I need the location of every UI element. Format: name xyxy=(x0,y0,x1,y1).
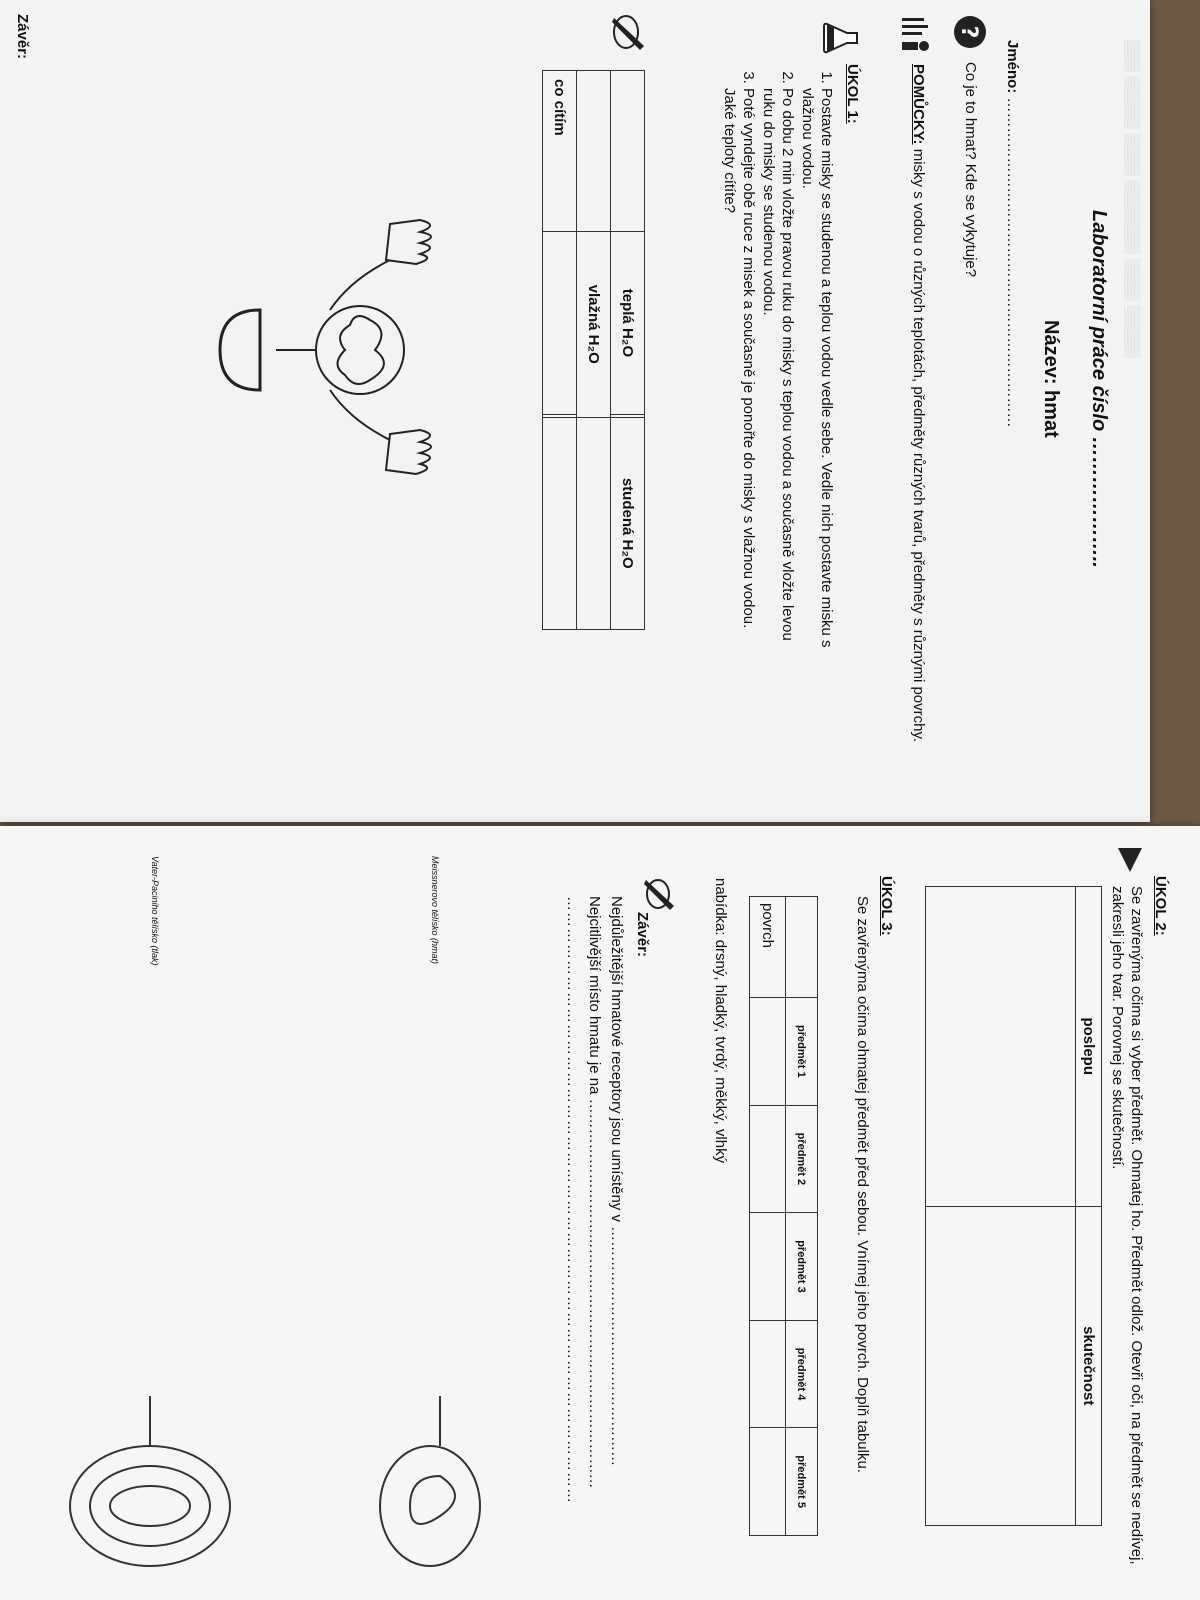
header-object-5: předmět 5 xyxy=(786,1428,818,1536)
left-conclusion-label: Závěr: xyxy=(14,14,31,60)
show-through-text: ▒▒▒ ▒▒▒▒▒ ▒▒▒▒ ▒▒▒▒▒▒▒ ▒▒▒▒ ▒▒▒▒▒ xyxy=(1124,40,1141,359)
conclusion-line-2: Nejcitlivější místo hmatu je na …………………………………………………………………… xyxy=(586,896,603,1489)
task1-step-3: 3. Poté vyndejte obě ruce z misek a současně je ponořte do misky s vlažnou vodou. Jaké teploty cítíte? xyxy=(720,88,758,648)
aids-text: misky s vodou o různých teplotách, předměty různých tvarů, předměty s různými povrchy. xyxy=(910,144,927,743)
table-cell[interactable] xyxy=(750,1105,786,1213)
task1-step-1: 1. Postavte misky se studenou a teplou vodou vedle sebe. Vedle nich postavte misku s vlažnou vodou. xyxy=(798,88,836,648)
header-cold-water: studená H₂O xyxy=(611,417,645,629)
row-label-feeling: co cítím xyxy=(543,71,577,232)
table-cell[interactable] xyxy=(750,998,786,1106)
header-object-2: předmět 2 xyxy=(786,1105,818,1213)
question-text: Co je to hmat? Kde se vykytuje? xyxy=(962,62,979,278)
conclusion-line-1: Nejdůležitější hmatové receptory jsou umístěny v ………………………………………… xyxy=(608,896,625,1467)
offer-text: nabídka: drsný, hladký, tvrdý, měkký, vlhký xyxy=(712,878,729,1164)
caption-meissner: Meissnerovo tělísko (hmat) xyxy=(430,856,440,965)
pencil-icon xyxy=(610,12,650,56)
eye-icon xyxy=(1114,844,1146,876)
meissner-corpuscle-drawing xyxy=(380,1396,480,1566)
drawing-area-blind[interactable] xyxy=(926,887,1076,1207)
left-worksheet-content xyxy=(0,0,1150,822)
table-cell[interactable] xyxy=(543,232,577,415)
flask-icon xyxy=(822,22,860,54)
table-cell[interactable] xyxy=(543,417,577,629)
table-cell xyxy=(577,71,611,232)
header-reality: skutečnost xyxy=(1076,1206,1102,1526)
task3-text: Se zavřenýma očima ohmatej předmět před sebou. Vnímej jeho povrch. Doplň tabulku. xyxy=(854,896,871,1473)
task3-heading: ÚKOL 3: xyxy=(878,876,895,936)
task1-heading: ÚKOL 1: xyxy=(844,64,861,124)
task2-heading: ÚKOL 2: xyxy=(1152,876,1169,936)
name-row xyxy=(1003,40,1022,428)
header-lukewarm-water: vlažná H₂O xyxy=(577,232,611,418)
surface-table xyxy=(749,896,818,1536)
receptor-illustrations xyxy=(0,1386,540,1586)
table-corner xyxy=(611,71,645,232)
pacinian-corpuscle-drawing xyxy=(70,1396,230,1566)
header-object-3: předmět 3 xyxy=(786,1213,818,1321)
conclusion-line-3: …………………………………………………………………………………………………… xyxy=(564,896,581,1504)
caption-pacini: Vater-Paciniho tělísko (tlak) xyxy=(150,856,160,966)
subject-title: Název: hmat xyxy=(1040,320,1062,438)
name-blank: ………………………………………………………… xyxy=(1004,97,1021,428)
aids-label: POMŮCKY: xyxy=(910,64,927,145)
lab-title: Laboratorní práce číslo ……………….. xyxy=(1088,210,1110,568)
table-cell xyxy=(577,417,611,629)
temperature-table xyxy=(542,70,645,630)
header-object-1: předmět 1 xyxy=(786,998,818,1106)
header-warm-water: teplá H₂O xyxy=(611,232,645,415)
tools-icon xyxy=(898,12,934,56)
pencil-icon xyxy=(640,876,680,916)
compare-table xyxy=(925,886,1102,1526)
hands-brain-illustration xyxy=(210,200,450,500)
right-conclusion-label: Závěr: xyxy=(634,912,651,958)
table-corner xyxy=(786,897,818,998)
aids-paragraph xyxy=(909,64,928,744)
row-label-surface: povrch xyxy=(750,897,786,998)
table-cell[interactable] xyxy=(750,1213,786,1321)
task1-steps xyxy=(719,64,836,648)
name-label: Jméno: xyxy=(1004,40,1021,94)
left-worksheet xyxy=(0,0,1150,822)
table-cell[interactable] xyxy=(750,1320,786,1428)
header-blind: poslepu xyxy=(1076,887,1102,1207)
table-cell[interactable] xyxy=(750,1428,786,1536)
question-head-icon xyxy=(952,14,988,50)
header-object-4: předmět 4 xyxy=(786,1320,818,1428)
task1-step-2: 2. Po dobu 2 min vložte pravou ruku do misky s teplou vodou a současně vložte levou ruku do misky se studenou vodou. xyxy=(759,88,797,648)
right-worksheet-content xyxy=(0,826,1200,1600)
right-worksheet xyxy=(0,826,1200,1600)
task2-text: Se zavřenýma očima si vyber předmět. Ohmatej ho. Předmět odlož. Otevři oči, na předmět se nedívej, zakresli jeho tvar. Porovnej se skutečností. xyxy=(1109,886,1145,1565)
svg-text:?: ? xyxy=(956,25,981,39)
drawing-area-reality[interactable] xyxy=(926,1206,1076,1526)
